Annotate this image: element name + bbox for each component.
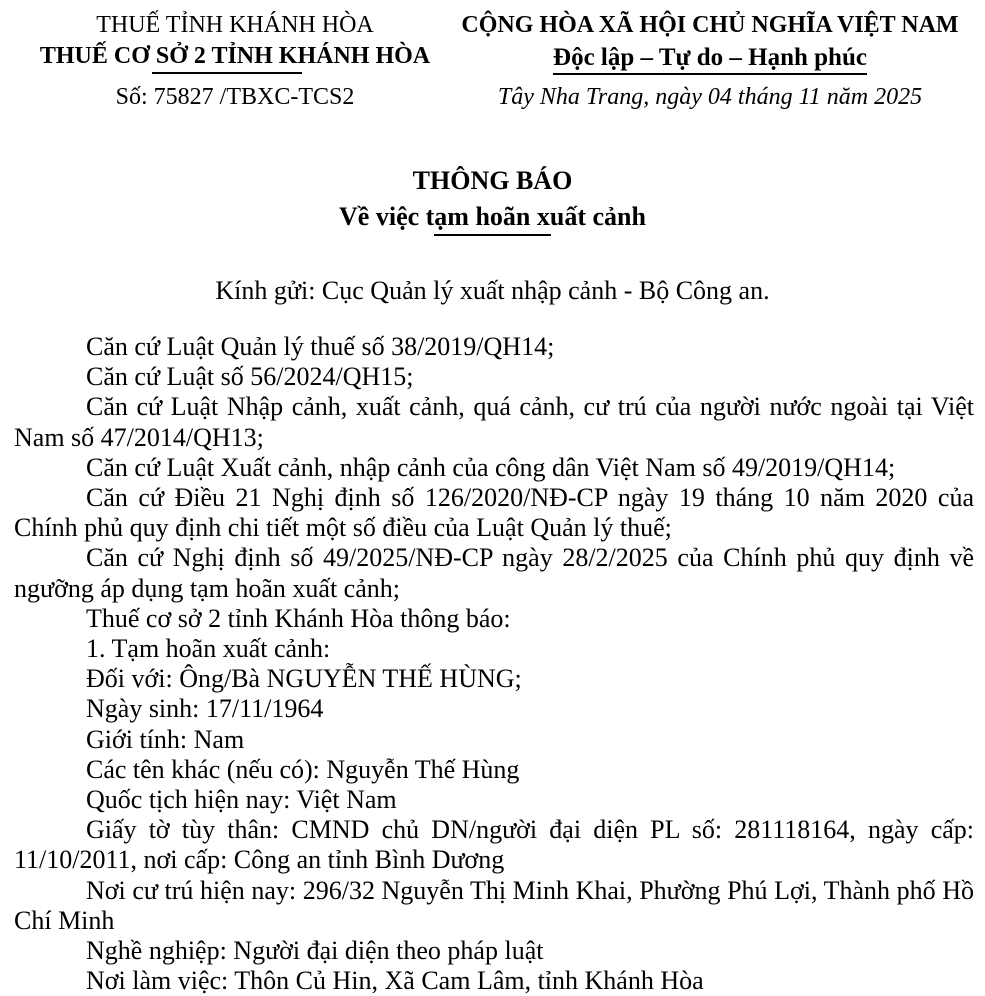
national-motto: [430, 44, 985, 72]
agency-underline: [152, 72, 302, 74]
paragraph-legal-basis-1: Căn cứ Luật Quản lý thuế số 38/2019/QH14;: [86, 332, 555, 361]
agency-name: THUẾ CƠ SỞ 2 TỈNH KHÁNH HÒA: [39, 43, 431, 69]
subject-person-name: Đối với: Ông/Bà NGUYỄN THẾ HÙNG;: [86, 664, 522, 694]
document-title: THÔNG BÁO: [412, 166, 573, 195]
paragraph-legal-basis-4: Căn cứ Luật Xuất cảnh, nhập cảnh của công dân Việt Nam số 49/2019/QH14;: [86, 452, 896, 482]
paragraph-announcement: Thuế cơ sở 2 tỉnh Khánh Hòa thông báo:: [86, 603, 511, 633]
paragraph-legal-basis-6: Căn cứ Nghị định số 49/2025/NĐ-CP ngày 28/2/2025 của Chính phủ quy định về ngưỡng áp dụng tạm hoãn xuất cảnh;: [14, 543, 974, 603]
paragraph-legal-basis-5: Căn cứ Điều 21 Nghị định số 126/2020/NĐ-CP ngày 19 tháng 10 năm 2020 của Chính phủ quy định chi tiết một số điều của Luật Quản lý thuế;: [14, 483, 974, 543]
paragraph-legal-basis-2: Căn cứ Luật số 56/2024/QH15;: [86, 362, 414, 392]
nationality: Quốc tịch hiện nay: Việt Nam: [86, 785, 397, 815]
document-subject: Về việc tạm hoãn xuất cảnh: [339, 202, 646, 231]
gender: Giới tính: Nam: [86, 724, 245, 754]
residence-address: Nơi cư trú hiện nay: 296/32 Nguyễn Thị Minh Khai, Phường Phú Lợi, Thành phố Hồ Chí Minh: [14, 875, 974, 935]
recipient: Kính gửi: Cục Quản lý xuất nhập cảnh - Bộ Công an.: [215, 276, 770, 305]
date-of-birth: Ngày sinh: 17/11/1964: [86, 694, 324, 724]
workplace: Nơi làm việc: Thôn Củ Hin, Xã Cam Lâm, tỉnh Khánh Hòa: [86, 966, 704, 996]
occupation: Nghề nghiệp: Người đại diện theo pháp luật: [86, 936, 544, 966]
section-heading-1: 1. Tạm hoãn xuất cảnh:: [86, 634, 331, 664]
country-name: CỘNG HÒA XÃ HỘI CHỦ NGHĨA VIỆT NAM: [461, 12, 959, 38]
document-body: [14, 332, 974, 996]
subject-underline: [434, 234, 551, 236]
agency-parent: THUẾ TỈNH KHÁNH HÒA: [96, 12, 374, 38]
doc-number: Số: 75827 /TBXC-TCS2: [115, 84, 355, 110]
paragraph-legal-basis-3: Căn cứ Luật Nhập cảnh, xuất cảnh, quá cảnh, cư trú của người nước ngoài tại Việt Nam số 47/2014/QH13;: [14, 392, 974, 452]
other-names: Các tên khác (nếu có): Nguyễn Thế Hùng: [86, 754, 520, 784]
motto-text: Độc lập – Tự do – Hạnh phúc: [553, 44, 867, 75]
place-date: Tây Nha Trang, ngày 04 tháng 11 năm 2025: [497, 84, 923, 110]
identity-document: Giấy tờ tùy thân: CMND chủ DN/người đại diện PL số: 281118164, ngày cấp: 11/10/2011, nơi cấp: Công an tỉnh Bình Dương: [14, 815, 974, 875]
